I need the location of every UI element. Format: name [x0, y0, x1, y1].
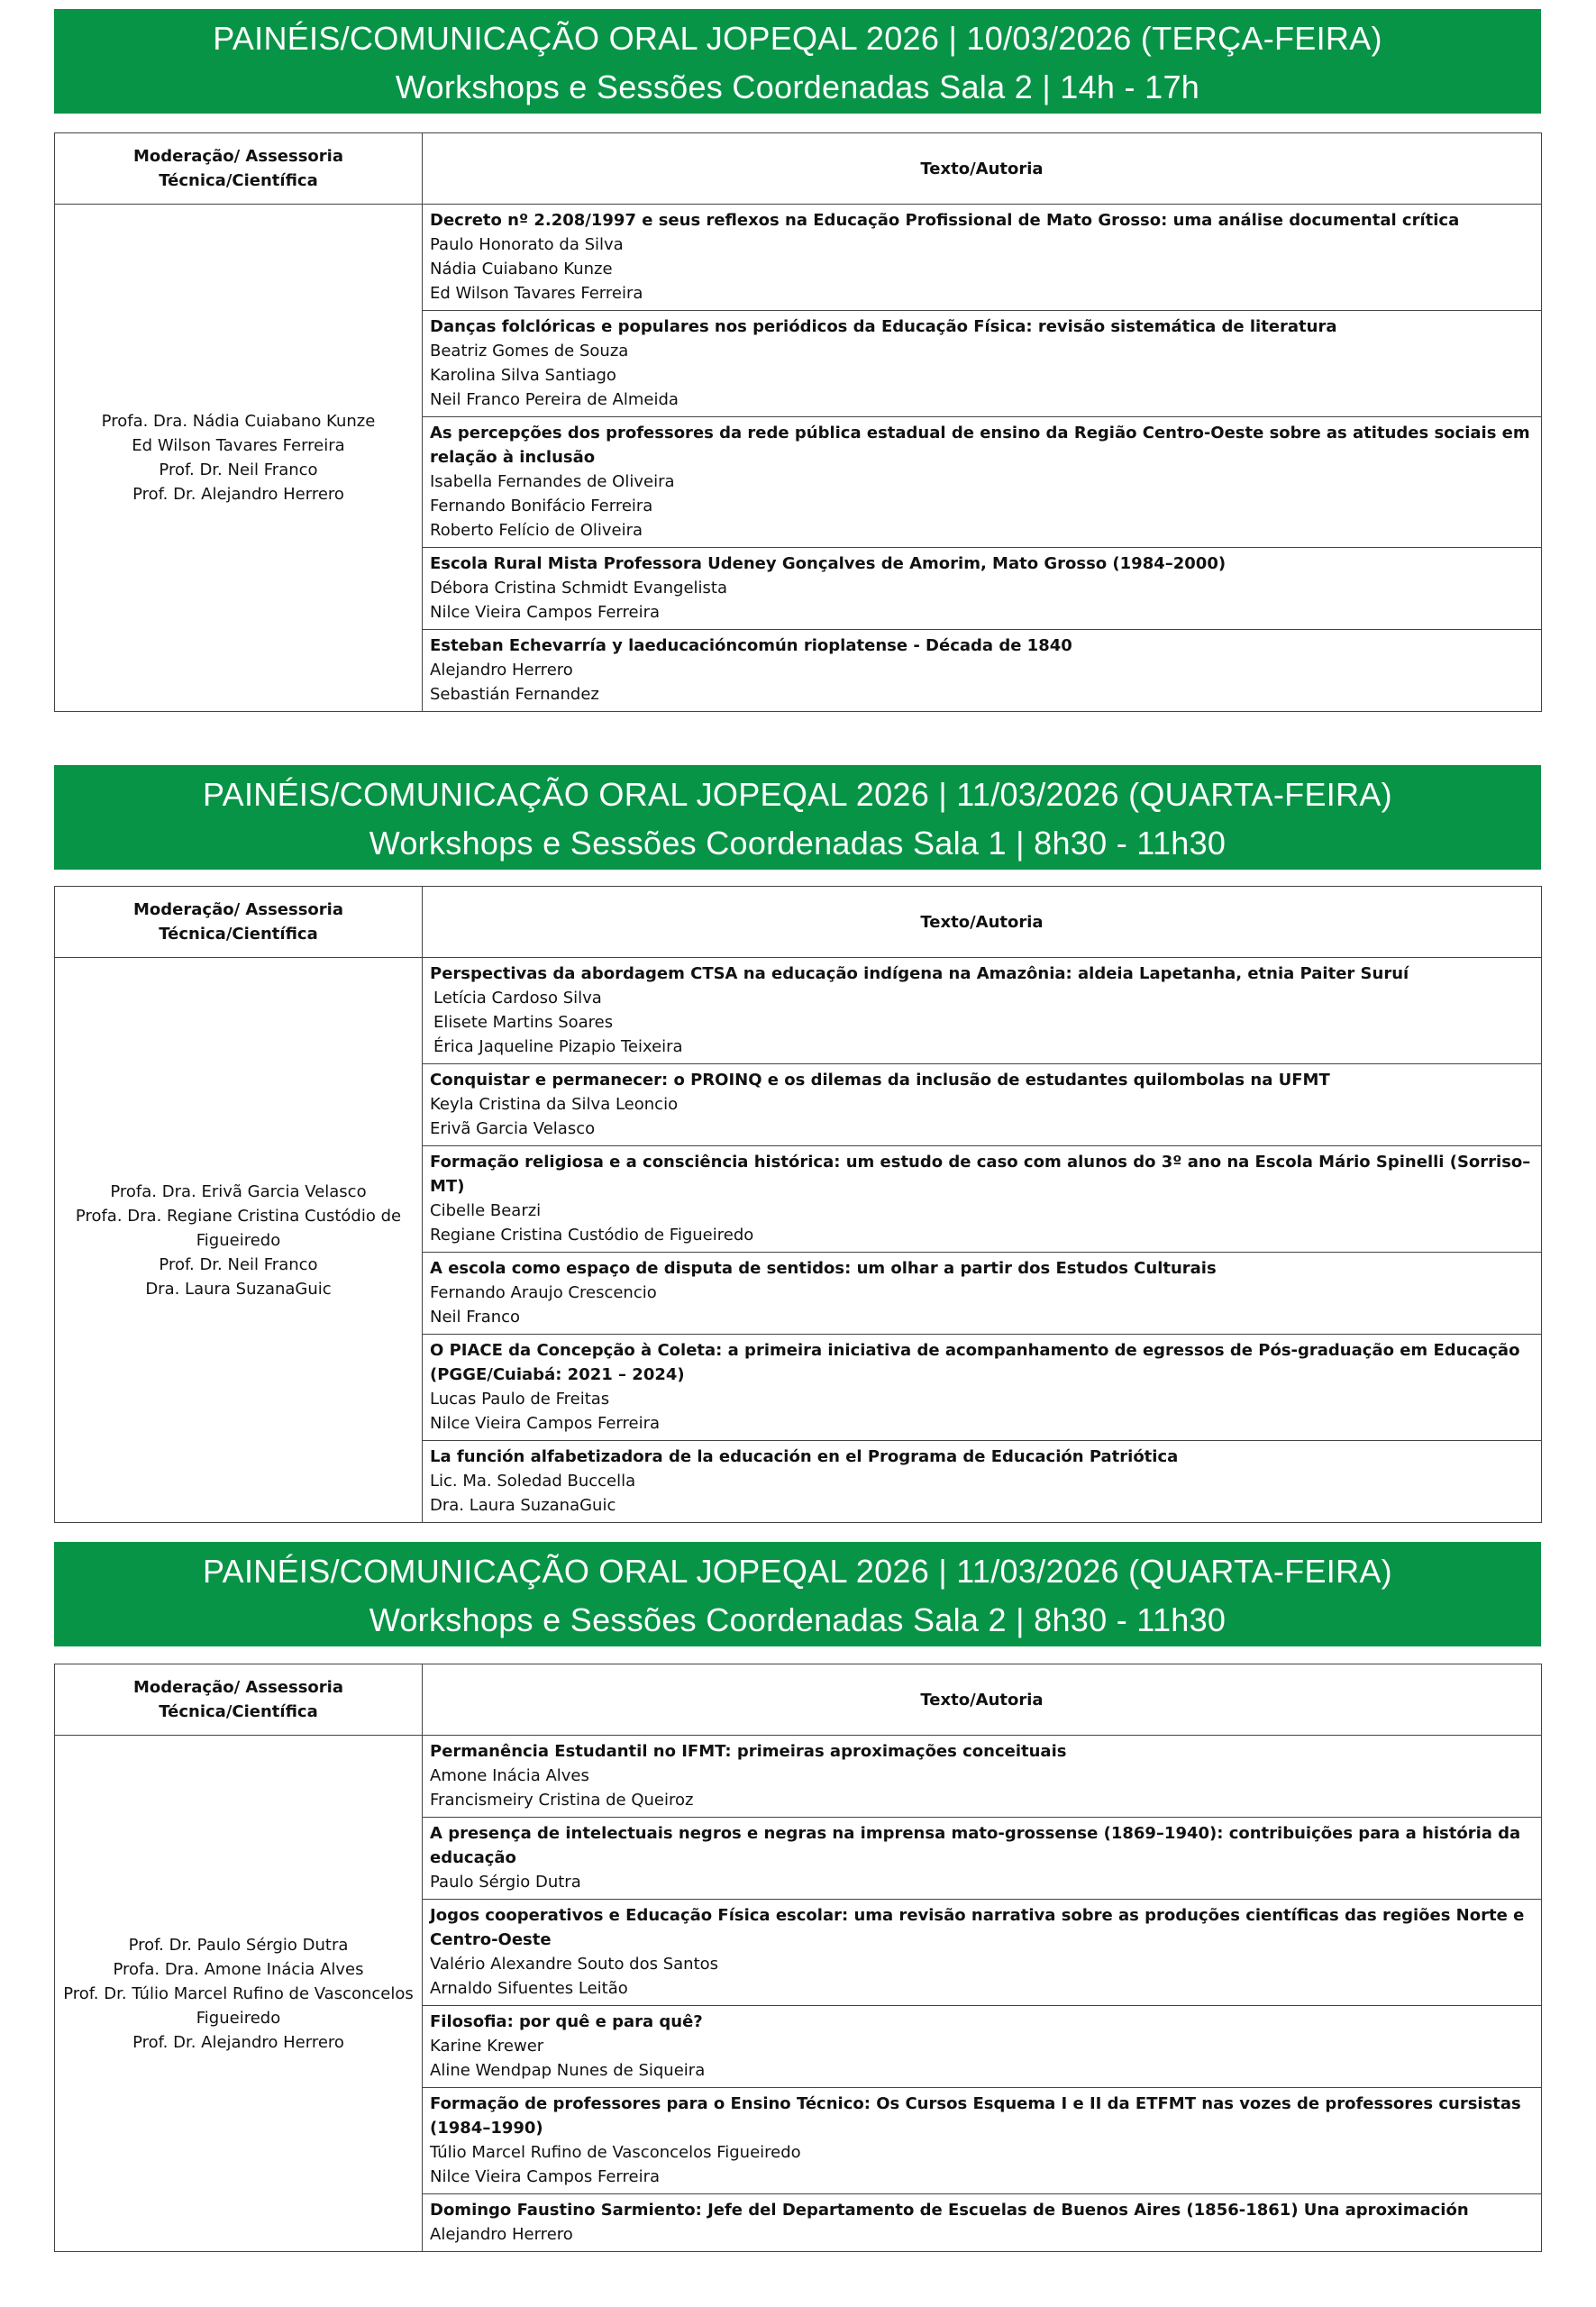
- entry-author: Débora Cristina Schmidt Evangelista: [430, 579, 727, 597]
- entry-author: Karolina Silva Santiago: [430, 366, 616, 385]
- entry-author: Dra. Laura SuzanaGuic: [430, 1496, 616, 1515]
- list-item: [423, 1900, 1541, 2006]
- entry-title: Perspectivas da abordagem CTSA na educação indígena na Amazônia: aldeia Lapetanha, etnia Paiter Suruí: [430, 964, 1409, 983]
- entry-author: Cibelle Bearzi: [430, 1201, 542, 1220]
- entry-author: Neil Franco: [430, 1308, 521, 1327]
- entry-author: Francismeiry Cristina de Queiroz: [430, 1791, 694, 1810]
- list-item: [423, 630, 1541, 711]
- entry-title: Jogos cooperativos e Educação Física escolar: uma revisão narrativa sobre as produções científicas das regiões Norte e Centro-Oeste: [430, 1906, 1525, 1949]
- entry-author: Letícia Cardoso Silva: [433, 989, 602, 1008]
- entry-title: Conquistar e permanecer: o PROINQ e os dilemas da inclusão de estudantes quilombolas na UFMT: [430, 1071, 1330, 1090]
- list-item: [423, 2006, 1541, 2088]
- list-item: [423, 205, 1541, 311]
- list-item: [423, 1335, 1541, 1441]
- entry-author: Túlio Marcel Rufino de Vasconcelos Figueiredo: [430, 2143, 801, 2162]
- entry-author: Fernando Bonifácio Ferreira: [430, 497, 653, 515]
- list-item: [423, 1146, 1541, 1253]
- entry-title: Domingo Faustino Sarmiento: Jefe del Departamento de Escuelas de Buenos Aires (1856-1861) Una aproximación: [430, 2201, 1469, 2220]
- moderator-name: Profa. Dra. Amone Inácia Alves: [113, 1959, 364, 1979]
- entry-title: Decreto nº 2.208/1997 e seus reflexos na Educação Profissional de Mato Grosso: uma análise documental crítica: [430, 211, 1460, 230]
- session-banner: [54, 765, 1541, 870]
- entries-cell: [423, 205, 1542, 712]
- header-moderation: Moderação/ Assessoria Técnica/Científica: [55, 887, 423, 958]
- list-item: [423, 1441, 1541, 1522]
- moderator-name: Prof. Dr. Neil Franco: [159, 1254, 318, 1274]
- entry-title: Filosofia: por quê e para quê?: [430, 2012, 703, 2031]
- moderators-cell: [55, 205, 423, 712]
- header-moderation: Moderação/ Assessoria Técnica/Científica: [55, 133, 423, 205]
- schedule-table: [54, 1664, 1542, 2252]
- entry-author: Paulo Honorato da Silva: [430, 235, 624, 254]
- entry-title: Formação religiosa e a consciência histórica: um estudo de caso com alunos do 3º ano na Escola Mário Spinelli (Sorriso–MT): [430, 1153, 1531, 1196]
- entries-cell: [423, 958, 1542, 1523]
- entries-cell: [423, 1736, 1542, 2252]
- entry-title: Formação de professores para o Ensino Técnico: Os Cursos Esquema I e II da ETFMT nas vozes de professores cursistas (1984–1990): [430, 2094, 1521, 2138]
- entry-author: Nilce Vieira Campos Ferreira: [430, 2167, 661, 2186]
- entry-author: Lucas Paulo de Freitas: [430, 1390, 610, 1409]
- moderator-name: Profa. Dra. Nádia Cuiabano Kunze: [101, 412, 376, 431]
- entry-author: Regiane Cristina Custódio de Figueiredo: [430, 1226, 754, 1245]
- list-item: [423, 548, 1541, 630]
- entry-title: Permanência Estudantil no IFMT: primeiras aproximações conceituais: [430, 1742, 1067, 1761]
- entry-author: Roberto Felício de Oliveira: [430, 521, 643, 540]
- table-header-row: [55, 133, 1542, 205]
- banner-subtitle: Workshops e Sessões Coordenadas Sala 2 | 8h30 - 11h30: [369, 1601, 1227, 1638]
- entry-author: Aline Wendpap Nunes de Siqueira: [430, 2061, 706, 2080]
- entry-author: Nilce Vieira Campos Ferreira: [430, 1414, 661, 1433]
- table-row: [55, 958, 1542, 1523]
- entry-title: Escola Rural Mista Professora Udeney Gonçalves de Amorim, Mato Grosso (1984–2000): [430, 554, 1227, 573]
- list-item: [423, 417, 1541, 548]
- banner-subtitle: Workshops e Sessões Coordenadas Sala 1 | 8h30 - 11h30: [369, 825, 1227, 862]
- entry-author: Elisete Martins Soares: [433, 1013, 614, 1032]
- moderator-name: Prof. Dr. Alejandro Herrero: [132, 2032, 344, 2052]
- list-item: [423, 1818, 1541, 1900]
- entry-author: Érica Jaqueline Pizapio Teixeira: [433, 1037, 683, 1056]
- banner-title: PAINÉIS/COMUNICAÇÃO ORAL JOPEQAL 2026 | 11/03/2026 (QUARTA-FEIRA): [203, 1553, 1392, 1590]
- entry-author: Neil Franco Pereira de Almeida: [430, 390, 679, 409]
- banner-title: PAINÉIS/COMUNICAÇÃO ORAL JOPEQAL 2026 | 11/03/2026 (QUARTA-FEIRA): [203, 776, 1392, 813]
- entry-author: Paulo Sérgio Dutra: [430, 1873, 581, 1892]
- banner-title: PAINÉIS/COMUNICAÇÃO ORAL JOPEQAL 2026 | 10/03/2026 (TERÇA-FEIRA): [213, 20, 1382, 57]
- schedule-table: [54, 132, 1542, 712]
- moderator-name: Profa. Dra. Regiane Cristina Custódio de Figueiredo: [75, 1206, 402, 1250]
- entry-author: Nádia Cuiabano Kunze: [430, 260, 613, 278]
- moderator-name: Ed Wilson Tavares Ferreira: [132, 436, 345, 455]
- entry-author: Lic. Ma. Soledad Buccella: [430, 1472, 636, 1491]
- entry-author: Valério Alexandre Souto dos Santos: [430, 1955, 719, 1974]
- entry-author: Fernando Araujo Crescencio: [430, 1283, 657, 1302]
- entry-title: As percepções dos professores da rede pública estadual de ensino da Região Centro-Oeste sobre as atitudes sociais em relação à inclusão: [430, 424, 1530, 467]
- table-header-row: [55, 1664, 1542, 1736]
- entry-author: Beatriz Gomes de Souza: [430, 342, 629, 360]
- entry-author: Erivã Garcia Velasco: [430, 1119, 596, 1138]
- session-banner: [54, 9, 1541, 114]
- list-item: [423, 1736, 1541, 1818]
- entry-author: Sebastián Fernandez: [430, 685, 599, 704]
- table-row: [55, 205, 1542, 712]
- entry-author: Amone Inácia Alves: [430, 1766, 589, 1785]
- list-item: [423, 1253, 1541, 1335]
- entry-author: Alejandro Herrero: [430, 661, 573, 679]
- header-text-authorship: Texto/Autoria: [423, 133, 1542, 205]
- list-item: [423, 958, 1541, 1064]
- entry-title: O PIACE da Concepção à Coleta: a primeira iniciativa de acompanhamento de egressos de Pós-graduação em Educação (PGGE/Cuiabá: 2021 – 2024): [430, 1341, 1520, 1384]
- moderator-name: Prof. Dr. Neil Franco: [159, 460, 318, 479]
- moderators-cell: [55, 958, 423, 1523]
- entry-author: Arnaldo Sifuentes Leitão: [430, 1979, 628, 1998]
- entry-title: A presença de intelectuais negros e negras na imprensa mato-grossense (1869–1940): contribuições para a história da educação: [430, 1824, 1521, 1867]
- entry-author: Keyla Cristina da Silva Leoncio: [430, 1095, 679, 1114]
- list-item: [423, 2088, 1541, 2194]
- entry-title: Esteban Echevarría y laeducacióncomún rioplatense - Década de 1840: [430, 636, 1072, 655]
- entry-title: La función alfabetizadora de la educación en el Programa de Educación Patriótica: [430, 1447, 1179, 1466]
- list-item: [423, 1064, 1541, 1146]
- entry-title: Danças folclóricas e populares nos periódicos da Educação Física: revisão sistemática de literatura: [430, 317, 1337, 336]
- session-banner: [54, 1542, 1541, 1646]
- schedule-table: [54, 886, 1542, 1523]
- entry-author: Isabella Fernandes de Oliveira: [430, 472, 675, 491]
- entry-author: Nilce Vieira Campos Ferreira: [430, 603, 661, 622]
- header-moderation: Moderação/ Assessoria Técnica/Científica: [55, 1664, 423, 1736]
- list-item: [423, 2194, 1541, 2251]
- entry-author: Alejandro Herrero: [430, 2225, 573, 2244]
- header-text-authorship: Texto/Autoria: [423, 887, 1542, 958]
- entry-title: A escola como espaço de disputa de sentidos: um olhar a partir dos Estudos Culturais: [430, 1259, 1217, 1278]
- header-text-authorship: Texto/Autoria: [423, 1664, 1542, 1736]
- moderator-name: Prof. Dr. Túlio Marcel Rufino de Vasconcelos Figueiredo: [63, 1983, 414, 2028]
- table-header-row: [55, 887, 1542, 958]
- entry-author: Karine Krewer: [430, 2037, 544, 2056]
- moderator-name: Profa. Dra. Erivã Garcia Velasco: [110, 1181, 367, 1201]
- table-row: [55, 1736, 1542, 2252]
- moderator-name: Prof. Dr. Alejandro Herrero: [132, 485, 344, 504]
- entry-author: Ed Wilson Tavares Ferreira: [430, 284, 643, 303]
- moderator-name: Prof. Dr. Paulo Sérgio Dutra: [128, 1935, 349, 1955]
- moderators-cell: [55, 1736, 423, 2252]
- moderator-name: Dra. Laura SuzanaGuic: [145, 1279, 332, 1299]
- banner-subtitle: Workshops e Sessões Coordenadas Sala 2 | 14h - 17h: [395, 68, 1200, 105]
- list-item: [423, 311, 1541, 417]
